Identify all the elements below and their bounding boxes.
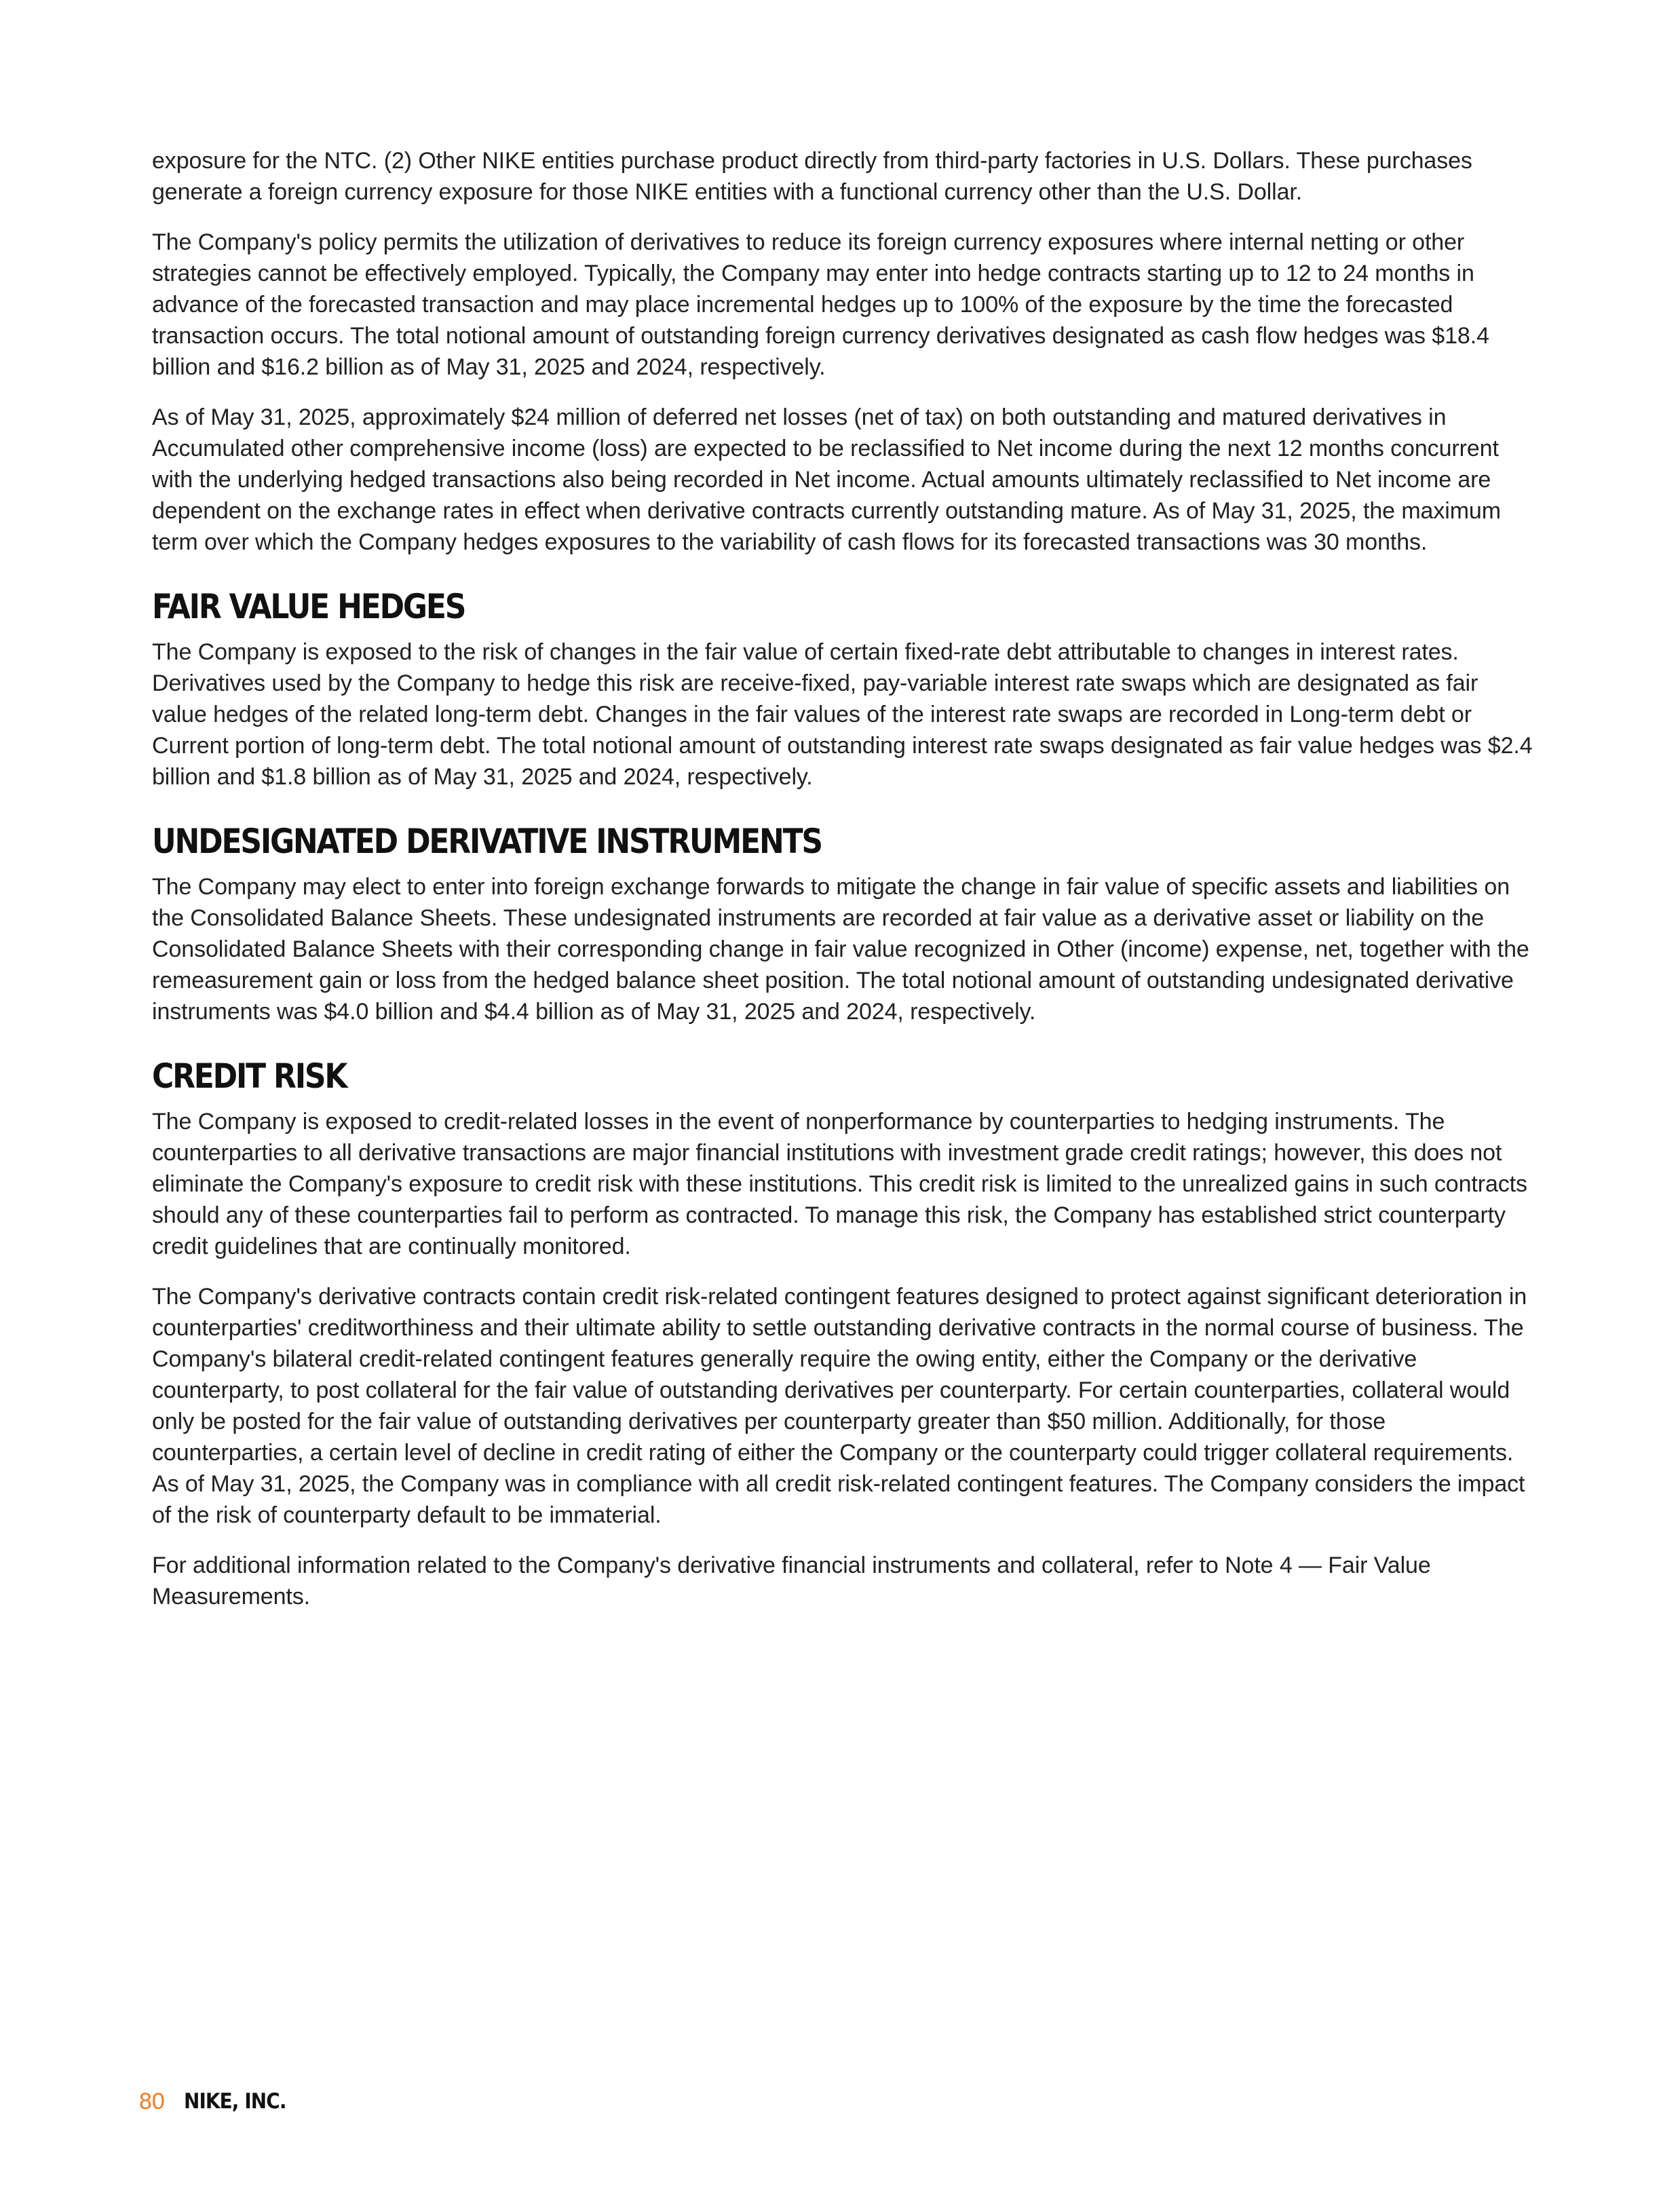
heading-credit-risk: CREDIT RISK: [152, 1057, 347, 1096]
heading-fair-value-hedges: FAIR VALUE HEDGES: [152, 587, 465, 626]
paragraph-credit-risk-losses: The Company is exposed to credit-related losses in the event of nonperformance by counterparties to hedging instruments. The counterparties to all derivative transactions are major financial institutions with investment grade credit ratings; however, this does not eliminate the Company's exposure to credit risk with these institutions. This credit risk is limited to the unrealized gains in such contracts should any of these counterparties fail to perform as contracted. To manage this risk, the Company has established strict counterparty credit guidelines that are continually monitored.: [152, 1109, 1527, 1259]
paragraph-credit-contingent-features: The Company's derivative contracts contain credit risk-related contingent features designed to protect against significant deterioration in counterparties' creditworthiness and their ultimate ability to settle outstanding derivative contracts in the normal course of business. The Company's bilateral credit-related contingent features generally require the owing entity, either the Company or the derivative counterparty, to post collateral for the fair value of outstanding derivatives per counterparty. For certain counterparties, collateral would only be posted for the fair value of outstanding derivatives per counterparty greater than $50 million. Additionally, for those counterparties, a certain level of decline in credit rating of either the Company or the counterparty could trigger collateral requirements. As of May 31, 2025, the Company was in compliance with all credit risk-related contingent features. The Company considers the impact of the risk of counterparty default to be immaterial.: [152, 1284, 1527, 1528]
company-name: NIKE, INC.: [183, 2089, 286, 2114]
paragraph-derivatives-policy: The Company's policy permits the utilization of derivatives to reduce its foreign currency exposures where internal netting or other strategies cannot be effectively employed. Typically, the Company may enter into hedge contracts starting up to 12 to 24 months in advance of the forecasted transaction and may place incremental hedges up to 100% of the exposure by the time the forecasted transaction occurs. The total notional amount of outstanding foreign currency derivatives designated as cash flow hedges was $18.4 billion and $16.2 billion as of May 31, 2025 and 2024, respectively.: [152, 229, 1489, 380]
paragraph-fair-value-hedges: The Company is exposed to the risk of changes in the fair value of certain fixed-rate debt attributable to changes in interest rates. Derivatives used by the Company to hedge this risk are receive-fixed, pay-variable interest rate swaps which are designated as fair value hedges of the related long-term debt. Changes in the fair values of the interest rate swaps are recorded in Long-term debt or Current portion of long-term debt. The total notional amount of outstanding interest rate swaps designated as fair value hedges was $2.4 billion and $1.8 billion as of May 31, 2025 and 2024, respectively.: [152, 639, 1533, 790]
page-number: 80: [139, 2088, 165, 2114]
paragraph-undesignated-derivatives: The Company may elect to enter into foreign exchange forwards to mitigate the change in fair value of specific assets and liabilities on the Consolidated Balance Sheets. These undesignated instruments are recorded at fair value as a derivative asset or liability on the Consolidated Balance Sheets with their corresponding change in fair value recognized in Other (income) expense, net, together with the remeasurement gain or loss from the hedged balance sheet position. The total notional amount of outstanding undesignated derivative instruments was $4.0 billion and $4.4 billion as of May 31, 2025 and 2024, respectively.: [152, 874, 1529, 1025]
heading-undesignated-derivatives: UNDESIGNATED DERIVATIVE INSTRUMENTS: [152, 822, 822, 861]
paragraph-additional-information: For additional information related to the Company's derivative financial instruments and collateral, refer to Note 4 — Fair Value Measurements.: [152, 1553, 1431, 1610]
paragraph-deferred-losses: As of May 31, 2025, approximately $24 million of deferred net losses (net of tax) on both outstanding and matured derivatives in Accumulated other comprehensive income (loss) are expected to be reclassified to Net income during the next 12 months concurrent with the underlying hedged transactions also being recorded in Net income. Actual amounts ultimately reclassified to Net income are dependent on the exchange rates in effect when derivative contracts currently outstanding mature. As of May 31, 2025, the maximum term over which the Company hedges exposures to the variability of cash flows for its forecasted transactions was 30 months.: [152, 404, 1501, 555]
page-footer: [139, 2085, 297, 2118]
paragraph-ntc-exposure: exposure for the NTC. (2) Other NIKE entities purchase product directly from third-party factories in U.S. Dollars. These purchases generate a foreign currency exposure for those NIKE entities with a functional currency other than the U.S. Dollar.: [152, 148, 1472, 205]
document-body: [152, 145, 1536, 1631]
